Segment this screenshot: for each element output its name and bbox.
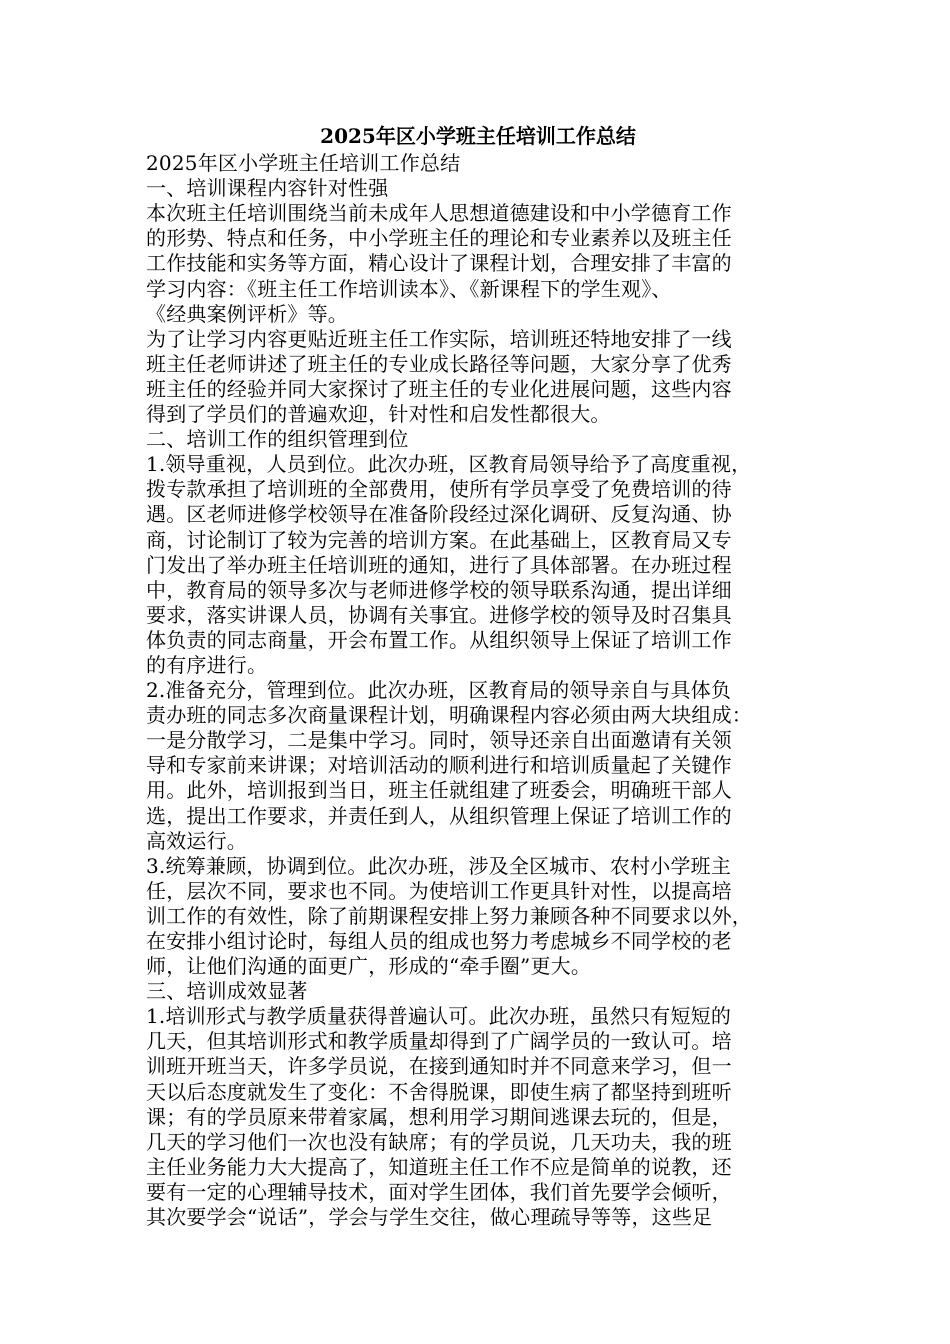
text-line: 用。此外，培训报到当日，班主任就组建了班委会，明确班干部人 — [146, 778, 732, 803]
text-line: 的有序进行。 — [146, 652, 268, 677]
text-line: 3.统筹兼顾，协调到位。此次办班，涉及全区城市、农村小学班主 — [146, 853, 732, 878]
paragraph — [146, 201, 810, 326]
paragraph — [146, 452, 810, 678]
text-line: 商，讨论制订了较为完善的培训方案。在此基础上，区教育局又专 — [146, 527, 732, 552]
document-content — [146, 151, 810, 1230]
paragraph — [146, 678, 810, 854]
paragraph — [146, 151, 810, 176]
paragraph — [146, 427, 810, 452]
paragraph — [146, 979, 810, 1004]
text-line: 工作技能和实务等方面，精心设计了课程计划，合理安排了丰富的 — [146, 251, 732, 276]
page-title: 2025年区小学班主任培训工作总结 — [320, 124, 636, 148]
text-line: 课；有的学员原来带着家属，想利用学习期间逃课去玩的，但是， — [146, 1104, 732, 1129]
text-line: 1.领导重视，人员到位。此次办班，区教育局领导给予了高度重视， — [146, 452, 752, 477]
text-line: 班主任的经验并同大家探讨了班主任的专业化进展问题，这些内容 — [146, 376, 732, 401]
text-line: 2025年区小学班主任培训工作总结 — [146, 151, 461, 176]
paragraph — [146, 327, 810, 427]
paragraph — [146, 854, 810, 979]
text-line: 任，层次不同，要求也不同。为使培训工作更具针对性，以提高培 — [146, 878, 732, 903]
paragraph — [146, 176, 810, 201]
text-line: 得到了学员们的普遍欢迎，针对性和启发性都很大。 — [146, 402, 611, 427]
text-line: 本次班主任培训围绕当前未成年人思想道德建设和中小学德育工作 — [146, 201, 732, 226]
text-line: 训班开班当天，许多学员说，在接到通知时并不同意来学习，但一 — [146, 1054, 732, 1079]
text-line: 二、培训工作的组织管理到位 — [146, 427, 409, 452]
text-line: 高效运行。 — [146, 828, 247, 853]
text-line: 师，让他们沟通的面更广，形成的“牵手圈”更大。 — [146, 954, 592, 979]
text-line: 门发出了举办班主任培训班的通知，进行了具体部署。在办班过程 — [146, 552, 732, 577]
text-line: 2.准备充分，管理到位。此次办班，区教育局的领导亲自与具体负 — [146, 678, 732, 703]
text-line: 责办班的同志多次商量课程计划，明确课程内容必须由两大块组成： — [146, 703, 752, 728]
text-line: 中，教育局的领导多次与老师进修学校的领导联系沟通，提出详细 — [146, 577, 732, 602]
text-line: 体负责的同志商量，开会布置工作。从组织领导上保证了培训工作 — [146, 627, 732, 652]
text-line: 导和专家前来讲课；对培训活动的顺利进行和培训质量起了关键作 — [146, 753, 732, 778]
text-line: 一是分散学习，二是集中学习。同时，领导还亲自出面邀请有关领 — [146, 728, 732, 753]
text-line: 主任业务能力大大提高了，知道班主任工作不应是简单的说教，还 — [146, 1154, 732, 1179]
text-line: 几天的学习他们一次也没有缺席；有的学员说，几天功夫，我的班 — [146, 1129, 732, 1154]
text-line: 一、培训课程内容针对性强 — [146, 176, 389, 201]
text-line: 学习内容：《班主任工作培训读本》、《新课程下的学生观》、 — [146, 276, 672, 301]
text-line: 要有一定的心理辅导技术，面对学生团体，我们首先要学会倾听， — [146, 1179, 732, 1204]
text-line: 训工作的有效性，除了前期课程安排上努力兼顾各种不同要求以外， — [146, 903, 752, 928]
text-line: 《经典案例评析》等。 — [146, 301, 348, 326]
text-line: 选，提出工作要求，并责任到人，从组织管理上保证了培训工作的 — [146, 803, 732, 828]
text-line: 几天，但其培训形式和教学质量却得到了广阔学员的一致认可。培 — [146, 1029, 732, 1054]
text-line: 其次要学会“说话”，学会与学生交往，做心理疏导等等，这些足 — [146, 1205, 713, 1230]
text-line: 1.培训形式与教学质量获得普遍认可。此次办班，虽然只有短短的 — [146, 1004, 732, 1029]
text-line: 遇。区老师进修学校领导在准备阶段经过深化调研、反复沟通、协 — [146, 502, 732, 527]
text-line: 要求，落实讲课人员，协调有关事宜。进修学校的领导及时召集具 — [146, 602, 732, 627]
text-line: 三、培训成效显著 — [146, 979, 308, 1004]
text-line: 天以后态度就发生了变化：不舍得脱课，即使生病了都坚持到班听 — [146, 1079, 732, 1104]
text-line: 班主任老师讲述了班主任的专业成长路径等问题，大家分享了优秀 — [146, 351, 732, 376]
text-line: 为了让学习内容更贴近班主任工作实际，培训班还特地安排了一线 — [146, 326, 732, 351]
text-line: 的形势、特点和任务，中小学班主任的理论和专业素养以及班主任 — [146, 226, 732, 251]
text-line: 在安排小组讨论时，每组人员的组成也努力考虑城乡不同学校的老 — [146, 929, 732, 953]
document-body — [146, 124, 810, 1230]
text-line: 拨专款承担了培训班的全部费用，使所有学员享受了免费培训的待 — [146, 477, 732, 502]
paragraph — [146, 1004, 810, 1230]
